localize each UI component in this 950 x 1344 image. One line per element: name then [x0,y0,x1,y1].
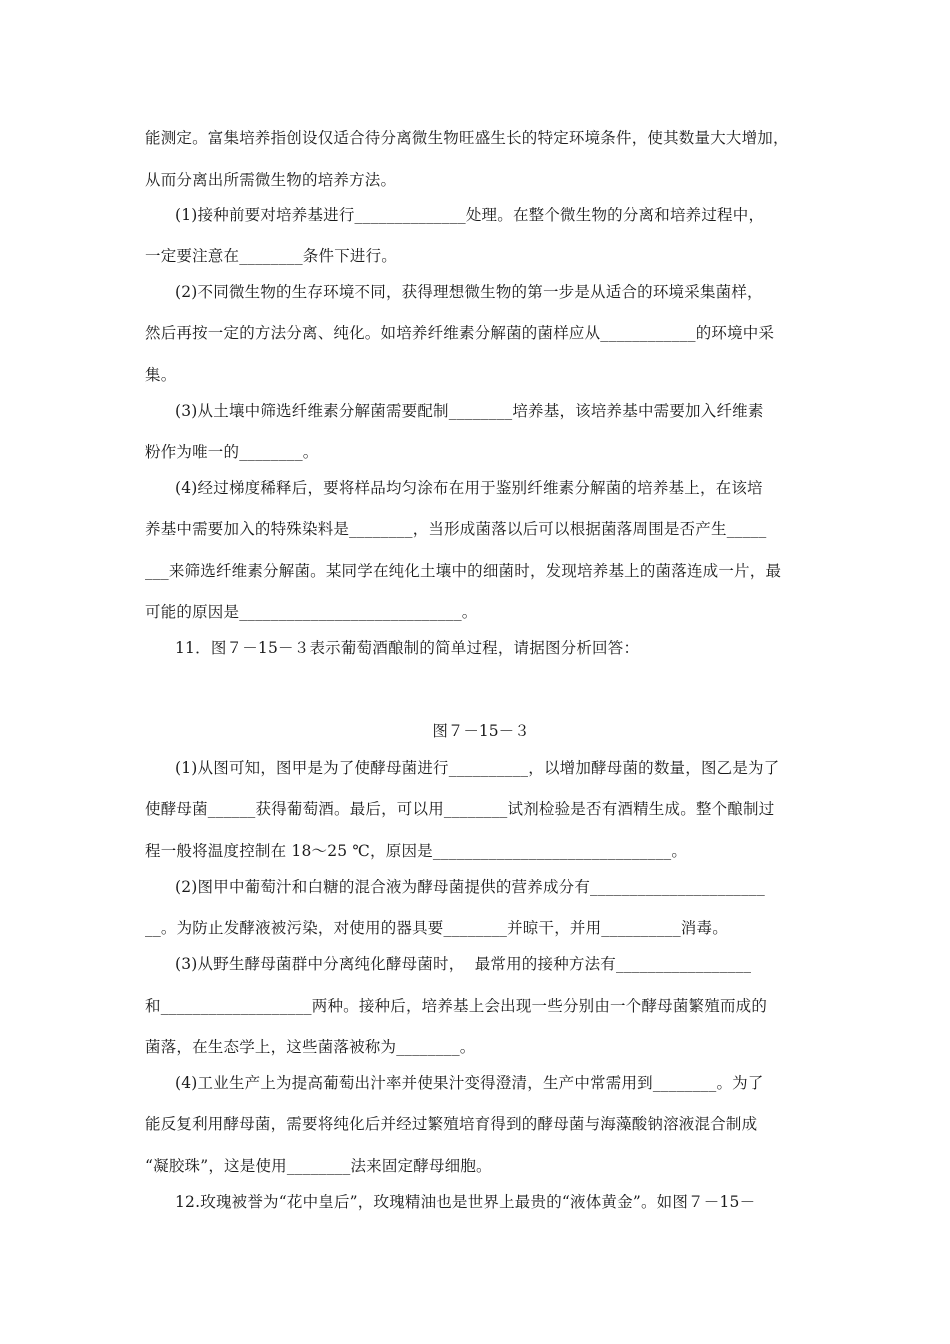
question-10-part-2: (2)不同微生物的生存环境不同，获得理想微生物的第一步是从适合的环境采集菌样， [175,283,763,301]
text-line: 和___________________两种。接种后，培养基上会出现一些分别由一个酵母菌繁殖而成的 [145,997,768,1015]
text-line: 能反复利用酵母菌，需要将纯化后并经过繁殖培育得到的酵母菌与海藻酸钠溶液混合制成 [145,1115,758,1133]
text-line: 粉作为唯一的________。 [145,443,319,461]
text-line: 使酵母菌______获得葡萄酒。最后，可以用________试剂检验是否有酒精生成。整个酿制过 [145,800,775,818]
text-line: ___来筛选纤维素分解菌。某同学在纯化土壤中的细菌时，发现培养基上的菌落连成一片，最 [145,562,782,580]
text-line: “凝胶珠”，这是使用________法来固定酵母细胞。 [145,1157,492,1175]
question-10-part-1: (1)接种前要对培养基进行______________处理。在整个微生物的分离和培养过程中， [175,206,765,224]
question-11-part-4: (4)工业生产上为提高葡萄出汁率并使果汁变得澄清，生产中常需用到________。为了 [175,1074,764,1092]
text-line: 一定要注意在________条件下进行。 [145,247,398,265]
question-11-stem: 11．图７－15－３表示葡萄酒酿制的简单过程，请据图分析回答： [175,639,640,657]
question-11-part-3: (3)从野生酵母菌群中分离纯化酵母菌时， 最常用的接种方法有_________________ [175,955,752,973]
text-line: 集。 [145,366,177,384]
question-11-part-2: (2)图甲中葡萄汁和白糖的混合液为酵母菌提供的营养成分有______________________ [175,878,765,896]
question-12-stem: 12.玫瑰被誉为“花中皇后”，玫瑰精油也是世界上最贵的“液体黄金”。如图７－15－ [175,1193,756,1211]
text-line: 菌落，在生态学上，这些菌落被称为________。 [145,1038,476,1056]
text-line: __。为防止发酵液被污染，对使用的器具要________并晾干，并用__________消毒。 [145,919,728,937]
text-line: 从而分离出所需微生物的培养方法。 [145,171,397,189]
text-line: 能测定。富集培养指创设仅适合待分离微生物旺盛生长的特定环境条件，使其数量大大增加， [145,129,789,147]
text-line: 可能的原因是____________________________。 [145,603,478,621]
text-line: 程一般将温度控制在 18～25 ℃，原因是______________________________。 [145,842,688,860]
question-10-part-4: (4)经过梯度稀释后，要将样品均匀涂布在用于鉴别纤维素分解菌的培养基上，在该培 [175,479,763,497]
text-line: 然后再按一定的方法分离、纯化。如培养纤维素分解菌的菌样应从____________的环境中采 [145,324,775,342]
question-10-part-3: (3)从土壤中筛选纤维素分解菌需要配制________培养基，该培养基中需要加入纤维素 [175,402,764,420]
figure-caption: 图７－15－３ [432,722,530,740]
text-line: 养基中需要加入的特殊染料是________，当形成菌落以后可以根据菌落周围是否产生_____ [145,520,767,538]
question-11-part-1: (1)从图可知，图甲是为了使酵母菌进行__________，以增加酵母菌的数量，图乙是为了 [175,759,780,777]
